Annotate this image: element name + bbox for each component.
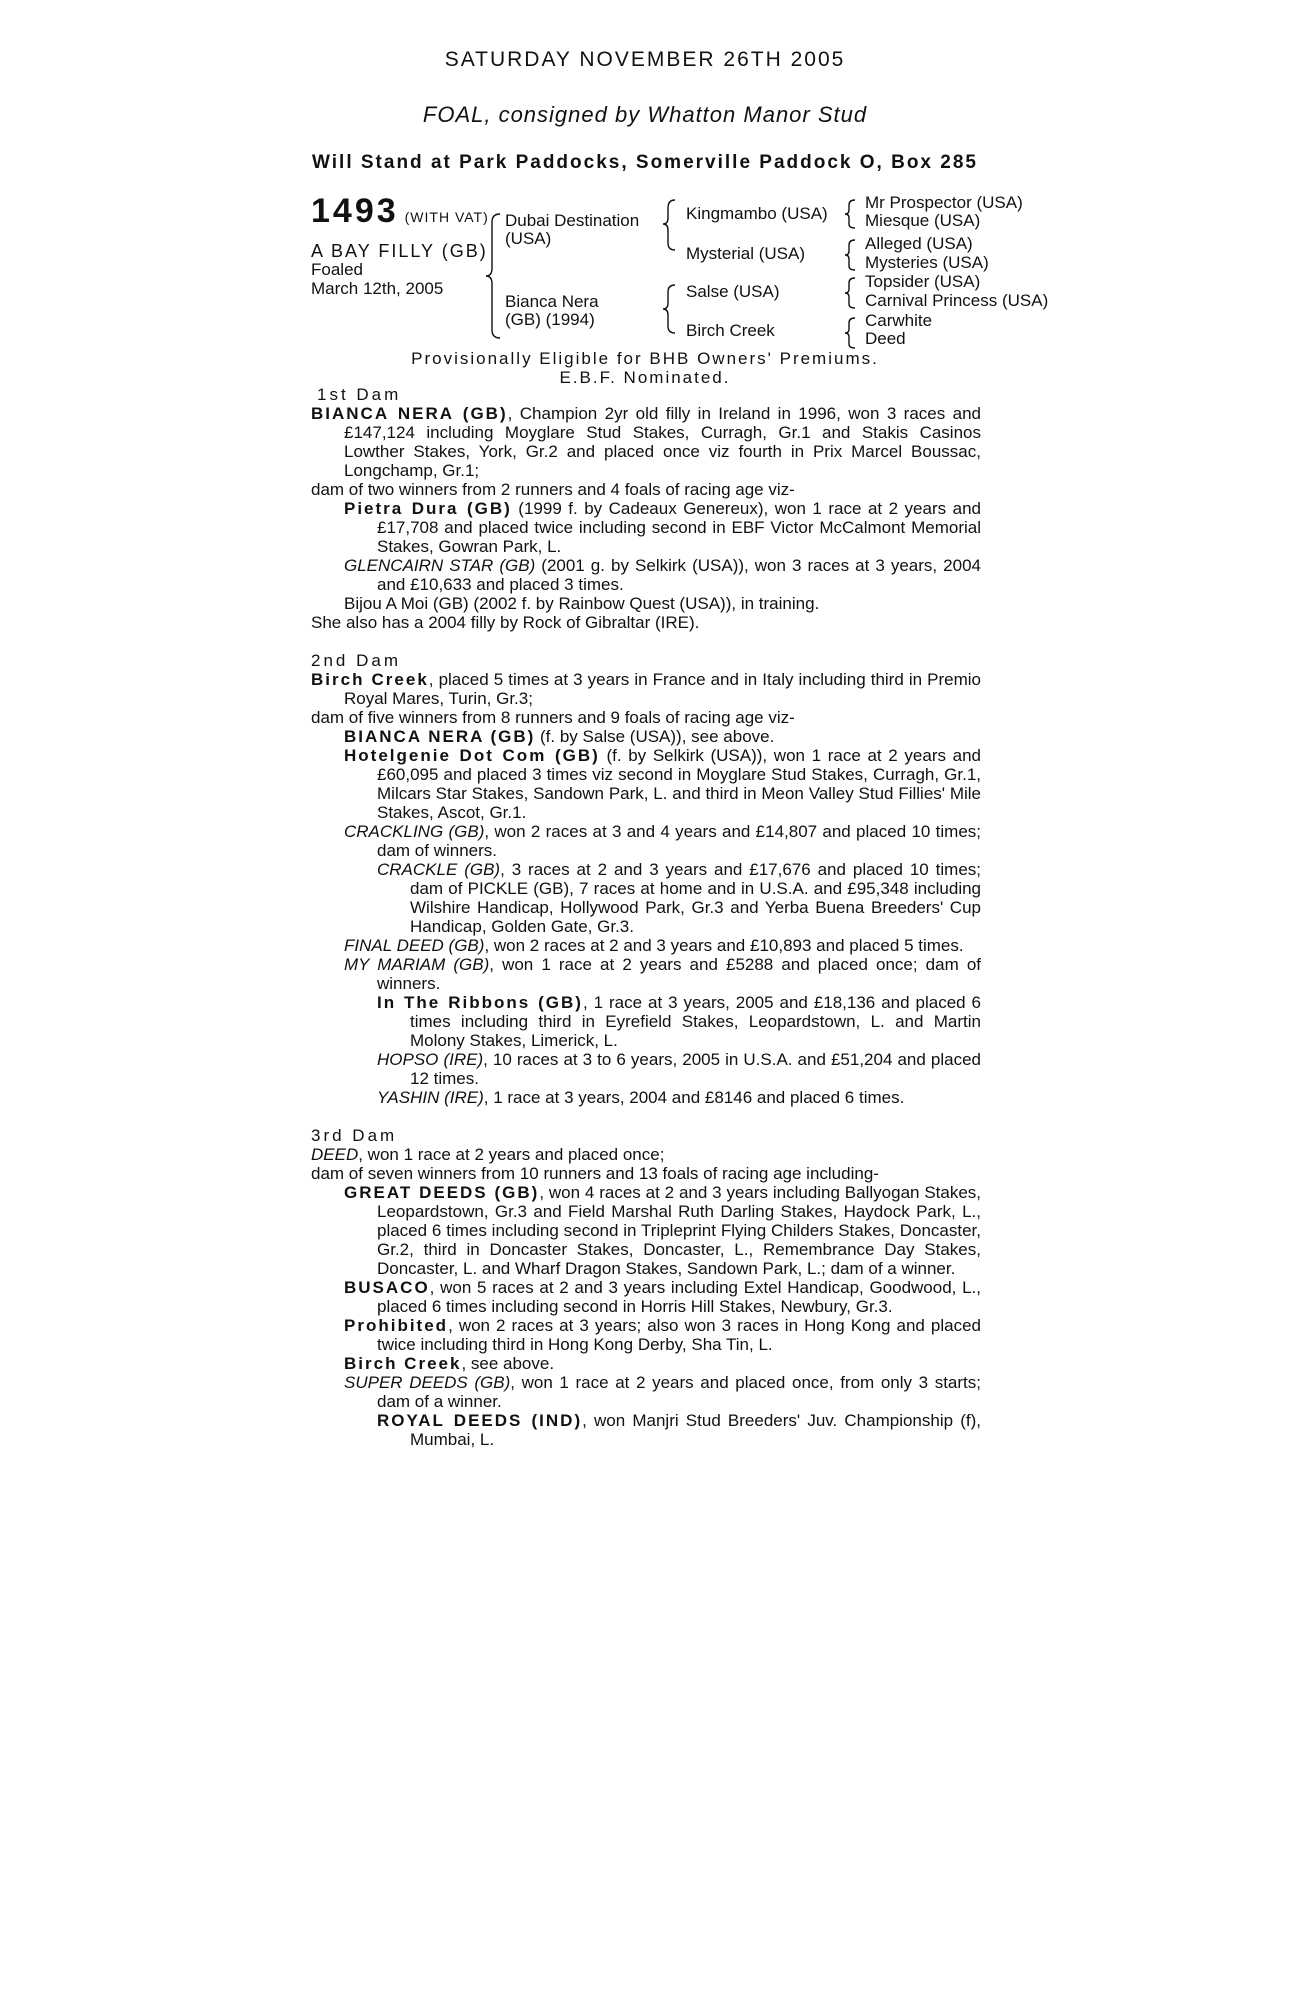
first-dam-name: BIANCA NERA (GB) [311, 404, 508, 423]
list-item: SUPER DEEDS (GB), won 1 race at 2 years and placed once, from only 3 starts; dam of a winner. [344, 1373, 981, 1411]
pedigree-braces [0, 0, 1290, 360]
list-item: In The Ribbons (GB), 1 race at 3 years, 2005 and £18,136 and placed 6 times including third in Eyrefield Stakes, Leopardstown, L. and Martin Molony Stakes, Limerick, L. [377, 993, 981, 1050]
pedigree-dam: Bianca Nera (GB) (1994) [505, 292, 599, 329]
list-item: Hotelgenie Dot Com (GB) (f. by Selkirk (USA)), won 1 race at 2 years and £60,095 and placed 3 times viz second in Moyglare Stud Stakes, Curragh, Gr.1, Milcars Star Stakes, Sandown Park, L. and third in Meon Valley Stud Fillies' Mile Stakes, Ascot, Gr.1. [344, 746, 981, 822]
pedigree-g5: Topsider (USA) [865, 272, 981, 291]
pedigree-g6: Carnival Princess (USA) [865, 291, 1049, 310]
list-item: Bijou A Moi (GB) (2002 f. by Rainbow Quest (USA)), in training. [344, 594, 820, 613]
third-dam-produce: dam of seven winners from 10 runners and 13 foals of racing age including- [311, 1164, 879, 1183]
lot-description: A BAY FILLY (GB) [311, 241, 488, 261]
list-item: YASHIN (IRE), 1 race at 3 years, 2004 and £8146 and placed 6 times. [377, 1088, 905, 1107]
pedigree-sire-sire: Kingmambo (USA) [686, 204, 828, 223]
list-item: BUSACO, won 5 races at 2 and 3 years including Extel Handicap, Goodwood, L., placed 6 times including second in Horris Hill Stakes, Newbury, Gr.3. [344, 1278, 981, 1316]
second-dam-heading: 2nd Dam [311, 651, 401, 670]
pedigree-g7: Carwhite [865, 311, 933, 330]
list-item: CRACKLE (GB), 3 races at 2 and 3 years and £17,676 and placed 10 times; dam of PICKLE (GB), 7 races at home and in U.S.A. and £95,348 including Wilshire Handicap, Hollywood Park, Gr.3 and Yerba Buena Breeders' Cup Handicap, Golden Gate, Gr.3. [377, 860, 981, 936]
catalogue-body [311, 385, 981, 1449]
first-dam-heading: 1st Dam [317, 385, 402, 404]
list-item: BIANCA NERA (GB) (f. by Salse (USA)), see above. [344, 727, 775, 746]
pedigree-dam-dam: Birch Creek [686, 321, 775, 340]
foaled-label: Foaled [311, 260, 363, 279]
pedigree-g3: Alleged (USA) [865, 234, 973, 253]
pedigree-sire: Dubai Destination (USA) [505, 211, 640, 248]
list-item: Pietra Dura (GB) (1999 f. by Cadeaux Genereux), won 1 race at 2 years and £17,708 and placed twice including second in EBF Victor McCalmont Memorial Stakes, Gowran Park, L. [344, 499, 981, 556]
second-dam-record: Birch Creek, placed 5 times at 3 years in France and in Italy including third in Premio Royal Mares, Turin, Gr.3; [311, 670, 981, 708]
list-item: FINAL DEED (GB), won 2 races at 2 and 3 years and £10,893 and placed 5 times. [344, 936, 964, 955]
pedigree-g2: Miesque (USA) [865, 211, 981, 230]
second-dam-produce: dam of five winners from 8 runners and 9 foals of racing age viz- [311, 708, 795, 727]
vat-note: (WITH VAT) [404, 209, 489, 225]
first-dam-produce: dam of two winners from 2 runners and 4 foals of racing age viz- [311, 480, 795, 499]
ebf-note: E.B.F. Nominated. [559, 368, 731, 387]
pedigree-dam-sire: Salse (USA) [686, 282, 780, 301]
lot-number: 1493 [311, 192, 399, 230]
list-item: ROYAL DEEDS (IND), won Manjri Stud Breeders' Juv. Championship (f), Mumbai, L. [377, 1411, 981, 1449]
first-dam-record [311, 404, 981, 480]
stand-location: Will Stand at Park Paddocks, Somerville Paddock O, Box 285 [312, 152, 978, 173]
list-item: GREAT DEEDS (GB), won 4 races at 2 and 3 years including Ballyogan Stakes, Leopardstown, Gr.3 and Field Marshal Ruth Darling Stakes, Haydock Park, L., placed 6 times including second in Tripleprint Flying Childers Stakes, Doncaster, Gr.2, third in Doncaster Stakes, Doncaster, L., Remembrance Day Stakes, Doncaster, L. and Wharf Dragon Stakes, Sandown Park, L.; dam of a winner. [344, 1183, 982, 1278]
first-dam-also: She also has a 2004 filly by Rock of Gibraltar (IRE). [311, 613, 700, 632]
sale-date: SATURDAY NOVEMBER 26TH 2005 [444, 48, 846, 71]
foaled-date: March 12th, 2005 [311, 279, 444, 298]
consignment-line: FOAL, consigned by Whatton Manor Stud [422, 102, 868, 127]
third-dam-name: DEED [311, 1145, 359, 1164]
list-item: GLENCAIRN STAR (GB) (2001 g. by Selkirk (USA)), won 3 races at 3 years, 2004 and £10,633 and placed 3 times. [344, 556, 981, 594]
list-item: CRACKLING (GB), won 2 races at 3 and 4 years and £14,807 and placed 10 times; dam of winners. [344, 822, 981, 860]
pedigree-sire-dam: Mysterial (USA) [686, 244, 806, 263]
list-item: Birch Creek, see above. [344, 1354, 555, 1373]
pedigree-g1: Mr Prospector (USA) [865, 193, 1023, 212]
eligibility-note: Provisionally Eligible for BHB Owners' Premiums. [411, 349, 879, 368]
list-item: MY MARIAM (GB), won 1 race at 2 years and £5288 and placed once; dam of winners. [344, 955, 982, 993]
list-item: HOPSO (IRE), 10 races at 3 to 6 years, 2005 in U.S.A. and £51,204 and placed 12 times. [377, 1050, 981, 1088]
pedigree-g8: Deed [865, 329, 906, 348]
list-item: Prohibited, won 2 races at 3 years; also won 3 races in Hong Kong and placed twice including third in Hong Kong Derby, Sha Tin, L. [344, 1316, 981, 1354]
pedigree-g4: Mysteries (USA) [865, 253, 989, 272]
third-dam-heading: 3rd Dam [311, 1126, 398, 1145]
first-dam-text: , Champion 2yr old filly in Ireland in 1996, won 3 races and £147,124 including Moyglare Stud Stakes, Curragh, Gr.1 and Stakis Casinos Lowther Stakes, York, Gr.2 and placed once viz fourth in Prix Marcel Boussac, Longchamp, Gr.1; [344, 404, 981, 480]
third-dam-record: DEED, won 1 race at 2 years and placed once; [311, 1145, 665, 1164]
second-dam-name: Birch Creek [311, 670, 429, 689]
